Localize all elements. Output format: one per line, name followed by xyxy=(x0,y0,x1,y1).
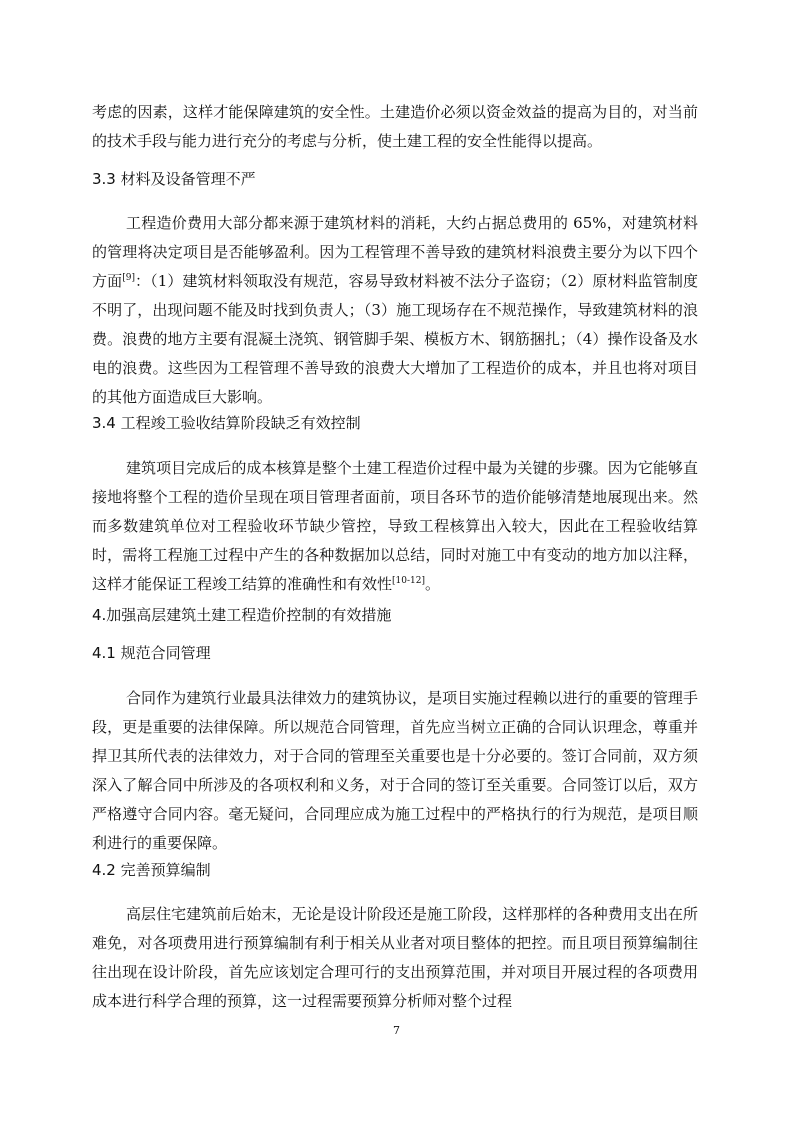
heading-4-1: 4.1 规范合同管理 xyxy=(92,644,211,662)
paragraph-text: 工程造价费用大部分都来源于建筑材料的消耗，大约占据总费用的 65%，对建筑材料的管理将决定项目是否能够盈利。因为工程管理不善导致的建筑材料浪费主要分为以下四个方面 xyxy=(92,214,698,290)
paragraph-completion-settlement xyxy=(92,454,698,599)
heading-3-4: 3.4 工程竣工验收结算阶段缺乏有效控制 xyxy=(92,414,361,432)
paragraph-material-management xyxy=(92,209,698,412)
heading-4: 4.加强高层建筑土建工程造价控制的有效措施 xyxy=(92,606,392,624)
citation-ref: [9] xyxy=(122,273,135,283)
citation-ref: [10-12] xyxy=(392,576,425,586)
paragraph-text: 建筑项目完成后的成本核算是整个土建工程造价过程中最为关键的步骤。因为它能够直接地将整个工程的造价呈现在项目管理者面前，项目各环节的造价能够清楚地展现出来。然而多数建筑单位对工程验收环节缺少管控，导致工程核算出入较大，因此在工程验收结算时，需将工程施工过程中产生的各种数据加以总结，同时对施工中有变动的地方加以注释，这样才能保证工程竣工结算的准确性和有效性 xyxy=(92,459,698,593)
paragraph-text: 。 xyxy=(424,575,440,593)
heading-3-3: 3.3 材料及设备管理不严 xyxy=(92,170,256,188)
paragraph-text: ：（1）建筑材料领取没有规范，容易导致材料被不法分子盗窃；（2）原材料监管制度不明了，出现问题不能及时找到负责人；（3）施工现场存在不规范操作，导致建筑材料的浪费。浪费的地方主要有混凝土浇筑、钢管脚手架、模板方木、钢筋捆扎；（4）操作设备及水电的浪费。这些因为工程管理不善导致的浪费大大增加了工程造价的成本，并且也将对项目的其他方面造成巨大影响。 xyxy=(92,272,698,406)
paragraph-budget-preparation: 高层住宅建筑前后始末，无论是设计阶段还是施工阶段，这样那样的各种费用支出在所难免，对各项费用进行预算编制有利于相关从业者对项目整体的把控。而且项目预算编制往往出现在设计阶段，首先应该划定合理可行的支出预算范围，并对项目开展过程的各项费用成本进行科学合理的预算，这一过程需要预算分析师对整个过程 xyxy=(92,905,698,1010)
paragraph-safety-conclusion: 考虑的因素，这样才能保障建筑的安全性。土建造价必须以资金效益的提高为目的，对当前的技术手段与能力进行充分的考虑与分析，使土建工程的安全性能得以提高。 xyxy=(92,103,698,150)
page-number: 7 xyxy=(393,1024,400,1037)
heading-4-2: 4.2 完善预算编制 xyxy=(92,861,211,879)
paragraph-contract-management: 合同作为建筑行业最具法律效力的建筑协议，是项目实施过程赖以进行的重要的管理手段，更是重要的法律保障。所以规范合同管理，首先应当树立正确的合同认识理念，尊重并捍卫其所代表的法律效力，对于合同的管理至关重要也是十分必要的。签订合同前，双方须深入了解合同中所涉及的各项权利和义务，对于合同的签订至关重要。合同签订以后，双方严格遵守合同内容。毫无疑问，合同理应成为施工过程中的严格执行的行为规范，是项目顺利进行的重要保障。 xyxy=(92,689,698,852)
